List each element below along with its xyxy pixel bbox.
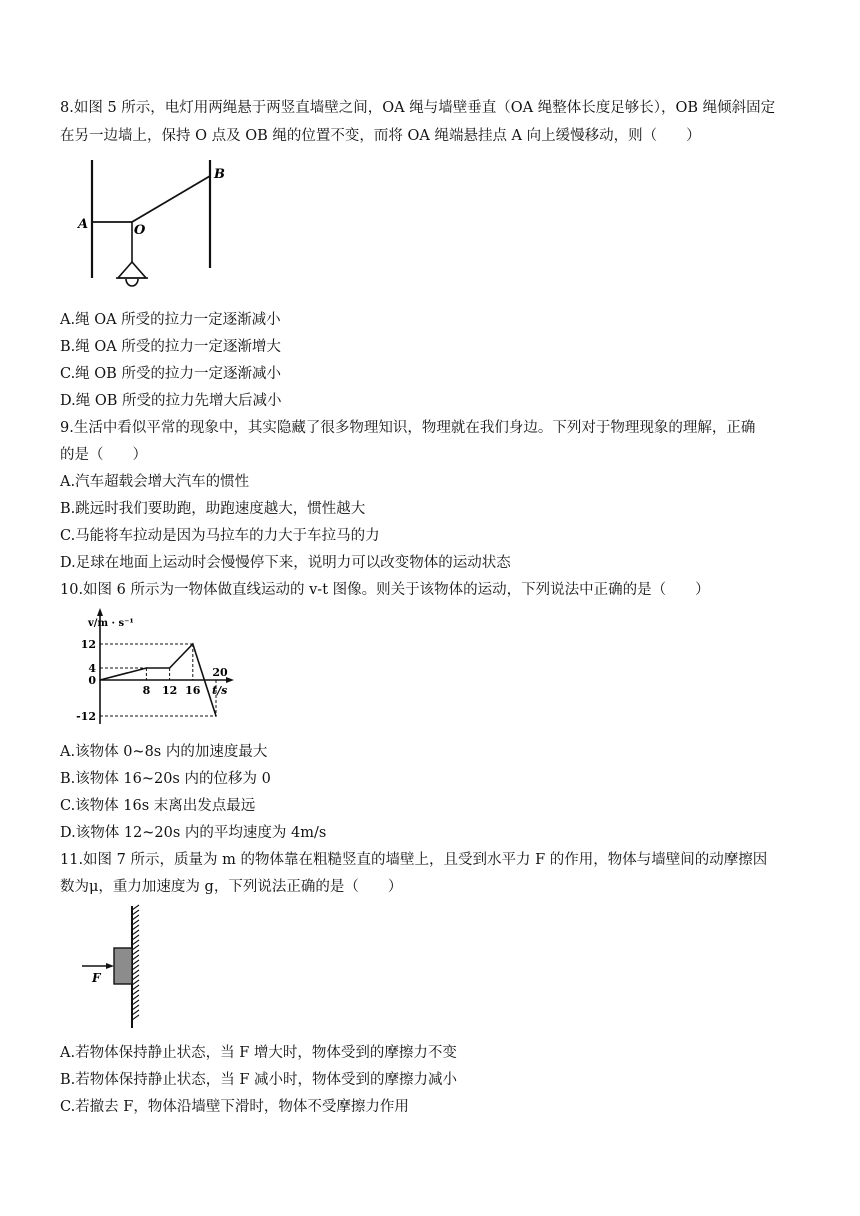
q8-figure <box>74 150 244 302</box>
q8-option-c: C.绳 OB 所受的拉力一定逐渐减小 <box>60 366 281 382</box>
q9-option-d: D.足球在地面上运动时会慢慢停下来，说明力可以改变物体的运动状态 <box>60 555 511 571</box>
vt-point-1 <box>146 667 148 669</box>
x-tick-label-16: 16 <box>185 684 201 697</box>
q11-figure <box>70 902 170 1032</box>
vt-point-3 <box>192 643 194 645</box>
q10-stem-line1: 10.如图 6 所示为一物体做直线运动的 v-t 图像。则关于该物体的运动，下列说法中正确的是（ ） <box>60 582 710 598</box>
q8-label-a: A <box>78 217 89 232</box>
vt-point-0 <box>99 679 101 681</box>
q11-label-f: F <box>92 971 101 985</box>
q9-stem-line2: 的是（ ） <box>60 447 147 463</box>
vt-point-4 <box>215 715 217 717</box>
q8-option-d: D.绳 OB 所受的拉力先增大后减小 <box>60 393 282 409</box>
q10-option-a: A.该物体 0~8s 内的加速度最大 <box>60 744 268 760</box>
q9-option-c: C.马能将车拉动是因为马拉车的力大于车拉马的力 <box>60 528 380 544</box>
q11-stem-line1: 11.如图 7 所示，质量为 m 的物体靠在粗糙竖直的墙壁上，且受到水平力 F 的作用，物体与墙壁间的动摩擦因 <box>60 852 768 868</box>
q8-option-a: A.绳 OA 所受的拉力一定逐渐减小 <box>60 312 281 328</box>
q10-option-d: D.该物体 12~20s 内的平均速度为 4m/s <box>60 825 327 841</box>
y-tick-label--12: -12 <box>76 710 96 723</box>
q8-stem-line2: 在另一边墙上，保持 O 点及 OB 绳的位置不变，而将 OA 绳端悬挂点 A 向上缓慢移动，则（ ） <box>60 128 701 144</box>
x-tick-label-20: 20 <box>212 666 228 679</box>
q8-stem-line1: 8.如图 5 所示，电灯用两绳悬于两竖直墙壁之间，OA 绳与墙壁垂直（OA 绳整体长度足够长），OB 绳倾斜固定 <box>60 100 776 116</box>
wall-hatching <box>132 905 139 1020</box>
q8-label-b: B <box>214 167 225 182</box>
q10-vt-chart <box>72 604 242 730</box>
q10-x-axis-label: t/s <box>212 684 228 697</box>
q11-option-b: B.若物体保持静止状态，当 F 减小时，物体受到的摩擦力减小 <box>60 1072 458 1088</box>
q9-option-b: B.跳远时我们要助跑，助跑速度越大，惯性越大 <box>60 501 366 517</box>
q10-option-c: C.该物体 16s 末离出发点最远 <box>60 798 256 814</box>
y-tick-label-12: 12 <box>80 638 96 651</box>
y-tick-label-0: 0 <box>88 674 96 687</box>
q11-stem-line2: 数为μ，重力加速度为 g，下列说法正确的是（ ） <box>60 879 403 895</box>
q11-option-a: A.若物体保持静止状态，当 F 增大时，物体受到的摩擦力不变 <box>60 1045 457 1061</box>
vt-point-2 <box>169 667 171 669</box>
x-tick-label-12: 12 <box>161 684 178 697</box>
q10-y-axis-label: v/m · s⁻¹ <box>88 618 134 629</box>
y-tick-label-4: 4 <box>88 662 96 675</box>
q11-option-c: C.若撤去 F，物体沿墙壁下滑时，物体不受摩擦力作用 <box>60 1099 409 1115</box>
x-tick-label-8: 8 <box>142 684 151 697</box>
q9-stem-line1: 9.生活中看似平常的现象中，其实隐藏了很多物理知识，物理就在我们身边。下列对于物理现象的理解，正确 <box>60 420 756 436</box>
q8-option-b: B.绳 OA 所受的拉力一定逐渐增大 <box>60 339 281 355</box>
q8-label-o: O <box>134 223 146 238</box>
q10-option-b: B.该物体 16~20s 内的位移为 0 <box>60 771 271 787</box>
q9-option-a: A.汽车超载会增大汽车的惯性 <box>60 474 250 490</box>
